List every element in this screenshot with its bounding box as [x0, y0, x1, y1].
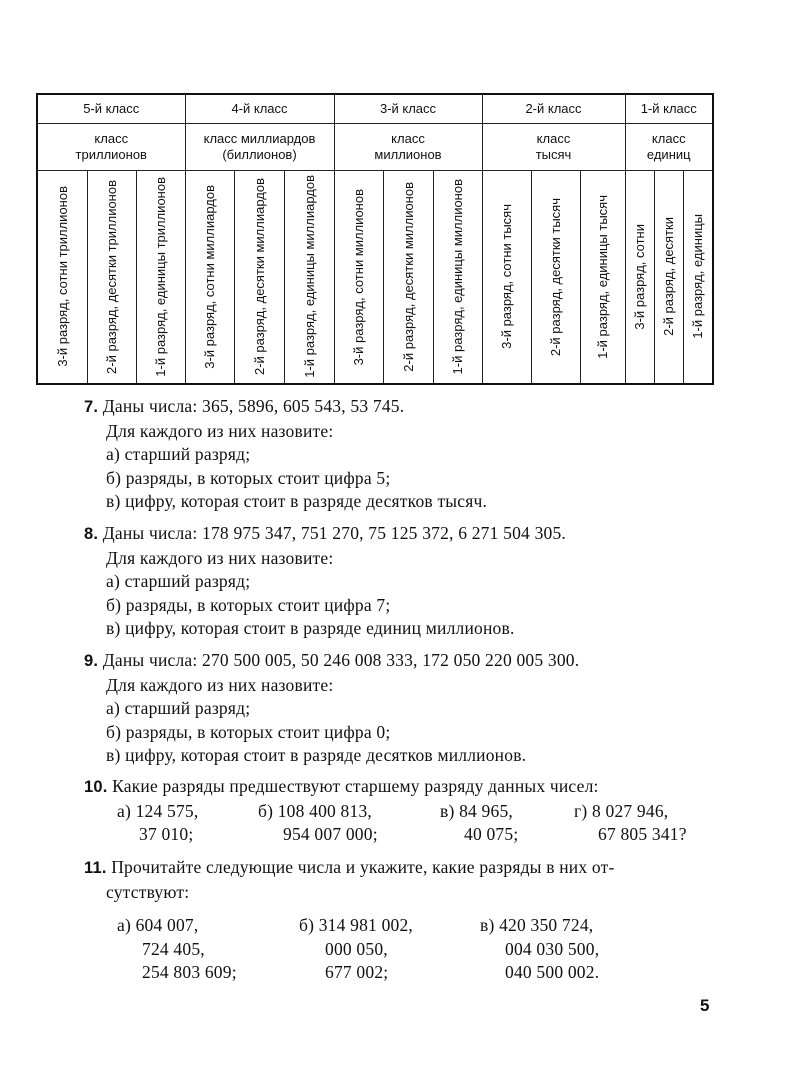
class-name-line: класс миллиардов: [203, 130, 316, 146]
exercise-item: в) цифру, которая стоит в разряде десятков тысяч.: [106, 491, 488, 512]
exercise-text: Даны числа: 365, 5896, 605 543, 53 745.: [102, 396, 405, 416]
exercise-item: в) цифру, которая стоит в разряде десятков миллионов.: [106, 745, 527, 766]
number-value: а) 124 575,: [117, 800, 199, 821]
class-2-header: 2-й класс: [482, 94, 625, 123]
class-name-millions: [334, 123, 482, 170]
page-number: 5: [700, 996, 710, 1015]
number-value: в) 84 965,: [440, 800, 513, 821]
number-column-c: [440, 800, 518, 847]
digit-label: 1-й разряд, единицы триллионов: [153, 176, 168, 377]
exercise-line: Для каждого из них назовите:: [106, 674, 334, 695]
exercise-number: 9.: [84, 652, 99, 670]
digit-label: 2-й разряд, десятки: [661, 217, 676, 337]
number-value: [299, 914, 413, 938]
class-5-header: 5-й класс: [37, 94, 185, 123]
exercise-item: а) старший разряд;: [106, 444, 251, 465]
exercise-item: б) разряды, в которых стоит цифра 5;: [106, 467, 391, 488]
exercise-line: [84, 395, 487, 420]
digit-cell: [654, 170, 683, 384]
digit-cell: [482, 170, 531, 384]
exercise-9: [84, 649, 579, 768]
number-value: 000 050,: [325, 938, 388, 959]
number-columns: [84, 914, 615, 986]
class-name-line: класс: [94, 130, 129, 146]
class-name-line: триллионов: [75, 146, 147, 162]
class-name-line: класс: [391, 130, 425, 146]
class-1-header: 1-й класс: [625, 94, 713, 123]
digit-label: 1-й разряд, единицы миллиардов: [301, 175, 317, 379]
exercise-line: Для каждого из них назовите:: [106, 420, 334, 441]
class-name-line: единиц: [646, 146, 691, 162]
number-column-a: [117, 800, 198, 847]
digit-cell: [185, 170, 234, 384]
exercise-line: [84, 856, 615, 881]
number-value: г) 8 027 946,: [574, 800, 669, 821]
number-value: 40 075;: [464, 824, 519, 845]
exercise-7: [84, 395, 487, 514]
exercise-10: [84, 775, 687, 847]
digit-cell: [383, 170, 433, 384]
number-text: 420 350 724,: [499, 915, 594, 936]
class-name-units: [625, 123, 713, 170]
exercise-text: Прочитайте следующие числа и укажите, какие разряды в них от-: [111, 857, 615, 877]
exercise-item: в) цифру, которая стоит в разряде единиц миллионов.: [106, 618, 515, 639]
exercise-number: 7.: [84, 398, 99, 416]
digit-row: [37, 170, 713, 384]
class-name-thousands: [482, 123, 625, 170]
digit-label: 2-й разряд, десятки тысяч: [548, 197, 563, 356]
digit-label: 3-й разряд, сотни триллионов: [54, 186, 70, 368]
class-name-line: (биллионов): [222, 146, 297, 162]
exercise-line: [84, 649, 579, 674]
exercise-text: Какие разряды предшествуют старшему разряду данных чисел:: [112, 776, 599, 796]
number-text: 604 007,: [135, 915, 199, 936]
digit-label: 1-й разряд, единицы: [690, 214, 706, 340]
number-column-d: [574, 800, 687, 847]
exercise-text: Даны числа: 178 975 347, 751 270, 75 125 372, 6 271 504 305.: [102, 523, 566, 543]
number-value: 37 010;: [139, 824, 194, 845]
class-name-line: класс: [651, 130, 686, 146]
number-column-b: [299, 914, 413, 985]
class-name-line: тысяч: [535, 146, 572, 162]
digit-label: 3-й разряд, сотни тысяч: [499, 204, 514, 350]
number-column-c: [480, 914, 599, 985]
class-name-trillions: [37, 123, 185, 170]
digit-cell: [625, 170, 654, 384]
exercise-line: сутствуют:: [106, 881, 190, 902]
exercise-line: Для каждого из них назовите:: [106, 547, 334, 568]
number-columns: [84, 800, 687, 847]
exercise-line: [84, 522, 566, 547]
number-value: 040 500 002.: [505, 962, 600, 983]
class-name-line: миллионов: [374, 146, 442, 162]
exercise-number: 11.: [84, 859, 107, 877]
digit-cell: [433, 170, 482, 384]
number-value: 677 002;: [325, 962, 389, 983]
number-column-b: [258, 800, 378, 847]
digit-label: 3-й разряд, сотни миллиардов: [202, 184, 217, 369]
digit-cell: [683, 170, 713, 384]
exercise-text: Даны числа: 270 500 005, 50 246 008 333, 172 050 220 005 300.: [102, 650, 580, 670]
number-value: 254 803 609;: [142, 962, 237, 983]
digit-label: 2-й разряд, десятки миллионов: [400, 181, 416, 372]
item-label: а): [117, 915, 131, 936]
number-value: [480, 914, 599, 938]
class-3-header: 3-й класс: [334, 94, 482, 123]
digit-cell: [234, 170, 284, 384]
exercise-number: 10.: [84, 778, 108, 796]
class-header-row: [37, 94, 713, 123]
number-value: 004 030 500,: [505, 938, 600, 959]
item-label: в): [480, 915, 495, 936]
number-value: б) 108 400 813,: [258, 800, 372, 821]
digit-cell: [136, 170, 185, 384]
number-value: 954 007 000;: [283, 824, 378, 845]
exercise-line: [84, 775, 599, 800]
number-text: 314 981 002,: [318, 915, 413, 936]
exercise-item: б) разряды, в которых стоит цифра 0;: [106, 721, 391, 742]
digit-cell: [580, 170, 625, 384]
number-value: [117, 914, 237, 938]
class-name-row: [37, 123, 713, 170]
number-value: 67 805 341?: [598, 824, 687, 845]
digit-cell: [284, 170, 334, 384]
exercise-number: 8.: [84, 525, 99, 543]
digit-label: 2-й разряд, десятки миллиардов: [251, 178, 267, 376]
digit-cell: [37, 170, 87, 384]
digit-cell: [531, 170, 580, 384]
digit-cell: [87, 170, 136, 384]
class-4-header: 4-й класс: [185, 94, 334, 123]
class-name-line: класс: [536, 130, 571, 146]
digit-label: 1-й разряд, единицы миллионов: [450, 179, 465, 375]
digit-label: 2-й разряд, десятки триллионов: [104, 179, 119, 374]
exercise-item: б) разряды, в которых стоит цифра 7;: [106, 594, 391, 615]
digit-label: 3-й разряд, сотни: [632, 223, 647, 330]
class-name-billions: [185, 123, 334, 170]
number-column-a: [117, 914, 237, 985]
digit-label: 1-й разряд, единицы тысяч: [595, 194, 610, 359]
exercise-11: [84, 856, 615, 986]
number-ranks-table: [36, 93, 714, 385]
number-value: 724 405,: [142, 938, 205, 959]
exercise-8: [84, 522, 566, 641]
digit-cell: [334, 170, 383, 384]
item-label: б): [299, 915, 315, 936]
exercise-item: а) старший разряд;: [106, 698, 251, 719]
exercise-item: а) старший разряд;: [106, 571, 251, 592]
digit-label: 3-й разряд, сотни миллионов: [351, 188, 366, 365]
